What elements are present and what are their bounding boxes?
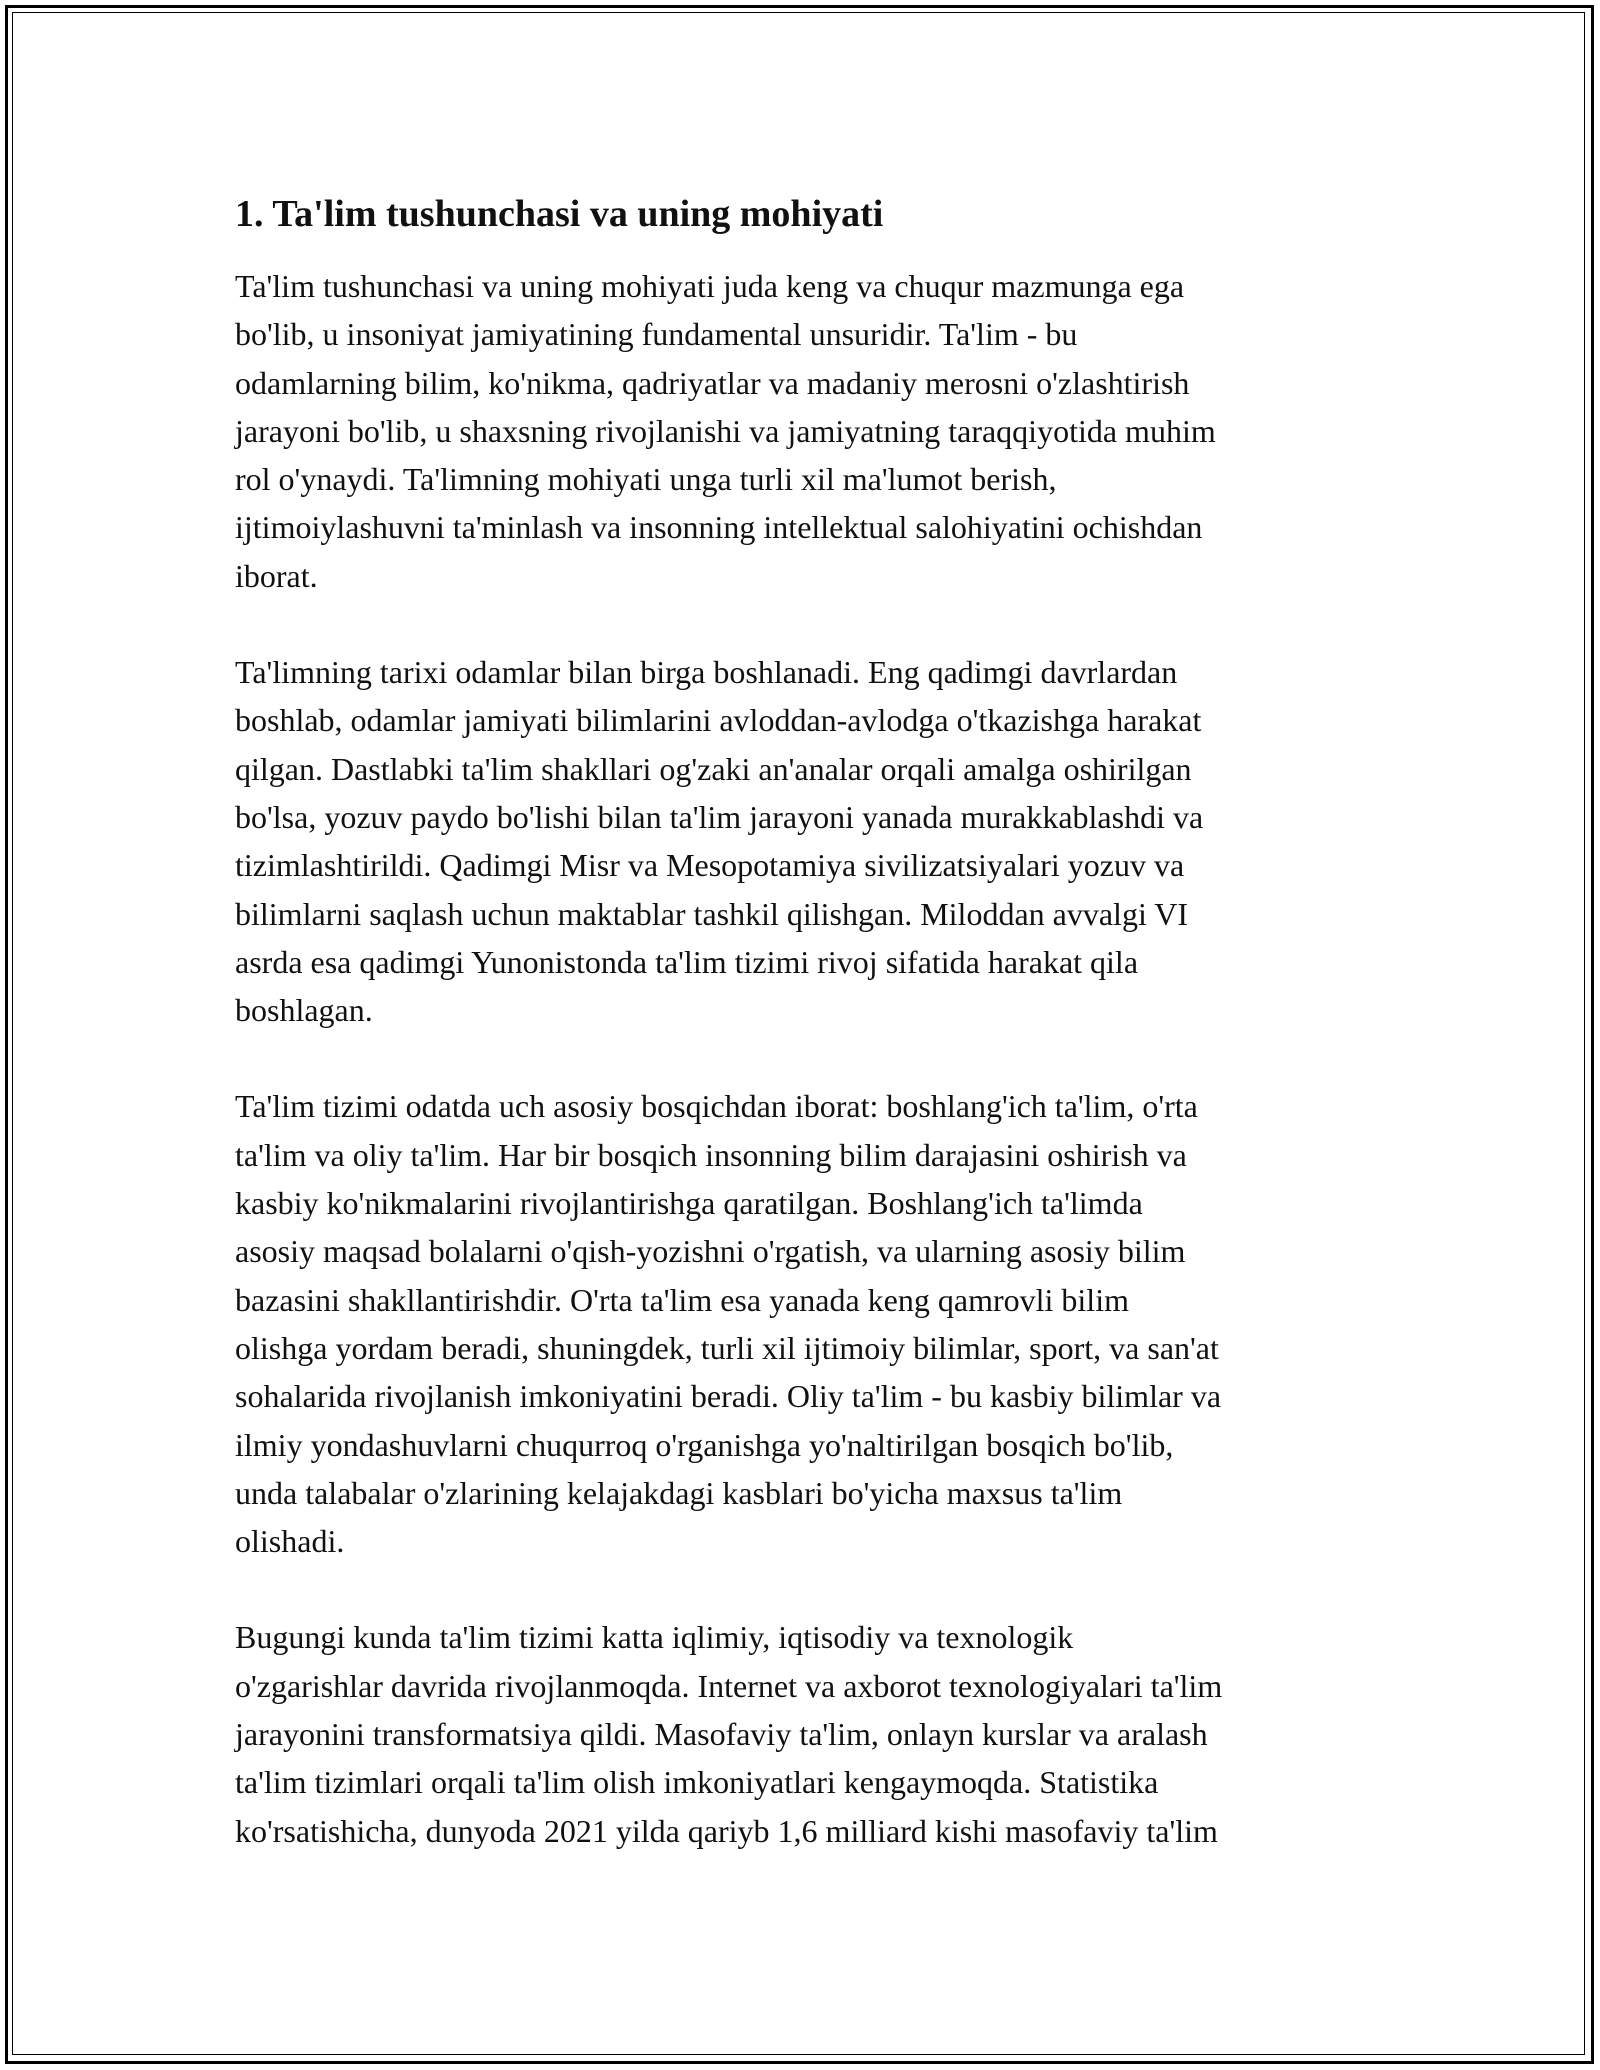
- paragraph-line: qilgan. Dastlabki ta'lim shakllari og'zaki an'analar orqali amalga oshirilgan: [235, 750, 1192, 787]
- paragraph-line: bilimlarni saqlash uchun maktablar tashkil qilishgan. Miloddan avvalgi VI: [235, 895, 1189, 932]
- paragraph-line: asosiy maqsad bolalarni o'qish-yozishni o'rgatish, va ularning asosiy bilim: [235, 1233, 1186, 1270]
- paragraph-line: Ta'lim tushunchasi va uning mohiyati juda keng va chuqur mazmunga ega: [235, 268, 1185, 304]
- paragraph-line: ta'lim va oliy ta'lim. Har bir bosqich insonning bilim darajasini oshirish va: [235, 1136, 1187, 1173]
- paragraph-line: ko'rsatishicha, dunyoda 2021 yilda qariyb 1,6 milliard kishi masofaviy ta'lim: [235, 1812, 1218, 1849]
- paragraph-line: rol o'ynaydi. Ta'limning mohiyati unga turli xil ma'lumot berish,: [235, 461, 1057, 498]
- paragraph-line: Ta'lim tizimi odatda uch asosiy bosqichdan iborat: boshlang'ich ta'lim, o'rta: [235, 1088, 1198, 1125]
- paragraph-line: Bugungi kunda ta'lim tizimi katta iqlimiy, iqtisodiy va texnologik: [235, 1619, 1074, 1656]
- paragraph-line: olishga yordam beradi, shuningdek, turli xil ijtimoiy bilimlar, sport, va san'at: [235, 1329, 1219, 1366]
- section-heading: 1. Ta'lim tushunchasi va uning mohiyati: [235, 193, 884, 235]
- paragraph-line: jarayonini transformatsiya qildi. Masofaviy ta'lim, onlayn kurslar va aralash: [235, 1716, 1208, 1753]
- paragraph-line: ijtimoiylashuvni ta'minlash va insonning intellektual salohiyatini ochishdan: [235, 509, 1203, 546]
- paragraph-line: jarayoni bo'lib, u shaxsning rivojlanishi va jamiyatning taraqqiyotida muhim: [235, 412, 1216, 449]
- document-body: [235, 188, 1385, 1903]
- paragraph: [235, 1082, 1385, 1565]
- paragraph-line: asrda esa qadimgi Yunonistonda ta'lim tizimi rivoj sifatida harakat qila: [235, 943, 1139, 980]
- paragraph-line: odamlarning bilim, ko'nikma, qadriyatlar va madaniy merosni o'zlashtirish: [235, 364, 1190, 401]
- paragraph-line: bo'lib, u insoniyat jamiyatining fundamental unsuridir. Ta'lim - bu: [235, 316, 1078, 353]
- paragraph-line: ta'lim tizimlari orqali ta'lim olish imkoniyatlari kengaymoqda. Statistika: [235, 1764, 1159, 1801]
- paragraph-line: unda talabalar o'zlarining kelajakdagi kasblari bo'yicha maxsus ta'lim: [235, 1474, 1123, 1511]
- paragraph: [235, 1613, 1385, 1854]
- paragraph-line: tizimlashtirildi. Qadimgi Misr va Mesopotamiya sivilizatsiyalari yozuv va: [235, 847, 1185, 884]
- paragraph: [235, 648, 1385, 1034]
- paragraph-line: sohalarida rivojlanish imkoniyatini beradi. Oliy ta'lim - bu kasbiy bilimlar va: [235, 1378, 1222, 1415]
- paragraph-line: bazasini shakllantirishdir. O'rta ta'lim esa yanada keng qamrovli bilim: [235, 1281, 1129, 1318]
- paragraph-line: ilmiy yondashuvlarni chuqurroq o'rganishga yo'naltirilgan bosqich bo'lib,: [235, 1426, 1174, 1463]
- paragraphs-container: [235, 262, 1385, 1855]
- paragraph-line: kasbiy ko'nikmalarini rivojlantirishga qaratilgan. Boshlang'ich ta'limda: [235, 1185, 1143, 1222]
- paragraph-line: olishadi.: [235, 1523, 345, 1560]
- paragraph-line: iborat.: [235, 557, 318, 594]
- paragraph-line: boshlab, odamlar jamiyati bilimlarini avloddan-avlodga o'tkazishga harakat: [235, 702, 1202, 739]
- paragraph-line: boshlagan.: [235, 992, 373, 1029]
- paragraph: [235, 262, 1385, 600]
- paragraph-line: bo'lsa, yozuv paydo bo'lishi bilan ta'lim jarayoni yanada murakkablashdi va: [235, 798, 1204, 835]
- paragraph-line: o'zgarishlar davrida rivojlanmoqda. Internet va axborot texnologiyalari ta'lim: [235, 1667, 1223, 1704]
- paragraph-line: Ta'limning tarixi odamlar bilan birga boshlanadi. Eng qadimgi davrlardan: [235, 654, 1178, 691]
